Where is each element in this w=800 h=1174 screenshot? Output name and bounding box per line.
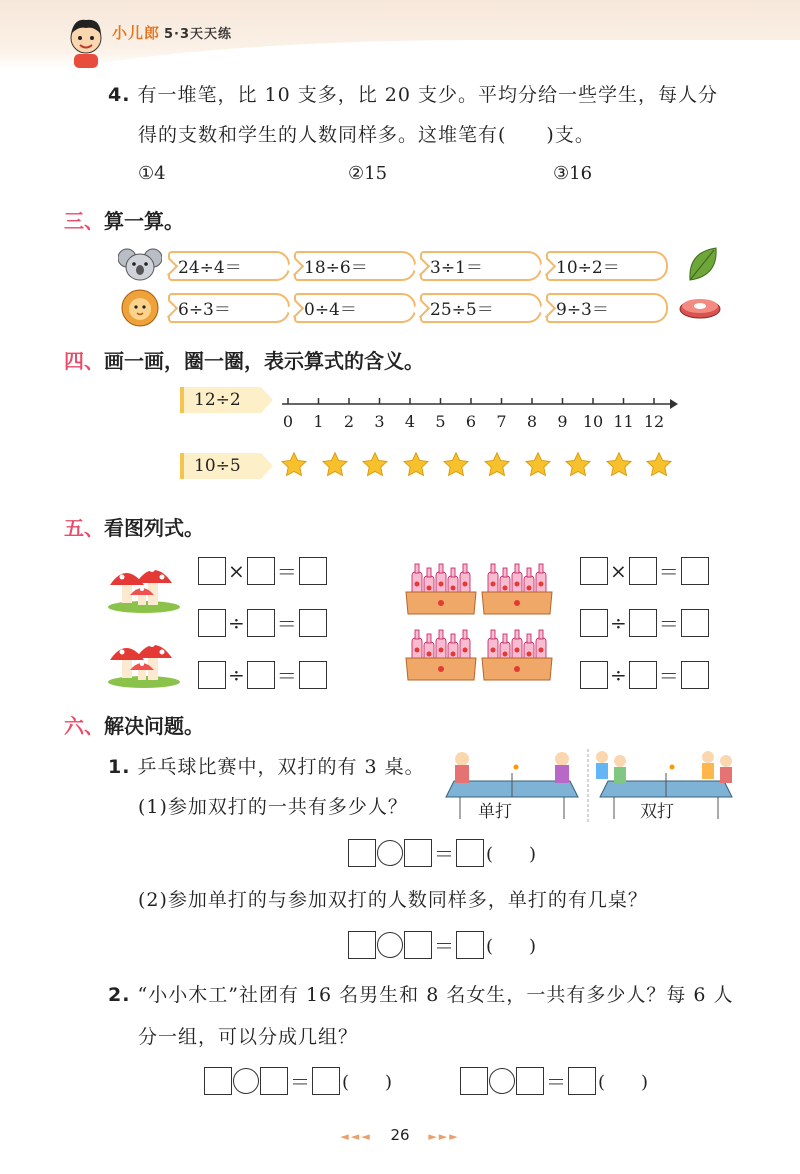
mascot-boy-icon [64, 14, 108, 70]
p2-text1: “小小木工”社团有 16 名男生和 8 名女生，一共有多少人？每 6 人 [137, 984, 734, 1006]
star-icon[interactable] [645, 451, 673, 479]
q4-option-1[interactable]: ①4 [138, 163, 166, 184]
q4-line2: 得的支数和学生的人数同样多。这堆笔有( )支。 [138, 124, 595, 146]
answer-box[interactable] [629, 609, 657, 637]
eq-mushroom-div-1: ÷ ＝ [198, 608, 327, 637]
tick-label: 5 [435, 412, 446, 431]
answer-box[interactable] [580, 661, 608, 689]
eq-bottle-div-1: ÷ ＝ [580, 608, 709, 637]
answer-box[interactable] [460, 1067, 488, 1095]
tick-label: 10 [582, 412, 604, 431]
answer-box[interactable] [456, 839, 484, 867]
tick-label: 6 [465, 412, 477, 431]
number-line-arrow [670, 399, 678, 409]
section4-title-text: 画一画，圈一圈，表示算式的含义。 [104, 349, 424, 373]
footer-right-arrows: ►►► [428, 1130, 460, 1143]
q4-text1: 有一堆笔，比 10 支多，比 20 支少。平均分给一些学生，每人分 [137, 84, 719, 106]
brand [112, 22, 232, 43]
label-single: 单打 [478, 802, 512, 822]
tick-label: 0 [282, 412, 294, 431]
answer-box[interactable] [198, 557, 226, 585]
label-double: 双打 [640, 802, 674, 822]
tick-label: 2 [343, 412, 355, 431]
section3-no: 三、 [64, 209, 104, 233]
calc-3-div-1[interactable]: 3÷1＝ [420, 251, 542, 281]
q4-line1 [108, 80, 718, 107]
p2-line2: 分一组，可以分成几组？ [138, 1026, 359, 1048]
tick-label: 4 [404, 412, 416, 431]
star-icon[interactable] [402, 451, 430, 479]
star-icon[interactable] [361, 451, 389, 479]
q4-option-3[interactable]: ③16 [553, 163, 593, 184]
koala-icon [118, 246, 162, 284]
calc-24-div-4[interactable]: 24÷4＝ [168, 251, 290, 281]
answer-box[interactable] [516, 1067, 544, 1095]
eq-p2-b: ＝ ( ) [460, 1066, 648, 1095]
answer-box[interactable] [681, 557, 709, 585]
section6-no: 六、 [64, 714, 104, 738]
bottle-crate-icon [480, 628, 554, 682]
calc-25-div-5[interactable]: 25÷5＝ [420, 293, 542, 323]
eq-p1-q1: ＝ ( ) [348, 838, 536, 867]
star-icon[interactable] [483, 451, 511, 479]
section5-title [64, 512, 204, 541]
eq-bottle-mul: × ＝ [580, 556, 709, 585]
eq-bottle-div-2: ÷ ＝ [580, 660, 709, 689]
p1-stem [108, 752, 425, 779]
brand-series: 5·3天天练 [164, 27, 233, 42]
brand-name: 小儿郎 [112, 24, 161, 42]
section5-title-text: 看图列式。 [104, 516, 204, 540]
unit-paren[interactable]: ( ) [598, 1071, 649, 1093]
unit-paren[interactable]: ( ) [342, 1071, 393, 1093]
star-icon[interactable] [605, 451, 633, 479]
mushroom-group-icon-2 [104, 630, 184, 688]
bottle-crate-icon [404, 562, 478, 616]
answer-box[interactable] [404, 931, 432, 959]
operator-circle[interactable] [377, 840, 403, 866]
answer-box[interactable] [580, 609, 608, 637]
star-icon[interactable] [442, 451, 470, 479]
section4-title [64, 345, 424, 374]
unit-paren[interactable]: ( ) [486, 935, 537, 957]
answer-box[interactable] [247, 609, 275, 637]
operator-circle[interactable] [233, 1068, 259, 1094]
single-table [446, 752, 578, 819]
p1-stem-text: 乒乓球比赛中，双打的有 3 桌。 [137, 756, 425, 778]
answer-box[interactable] [456, 931, 484, 959]
answer-box[interactable] [198, 661, 226, 689]
tick-label: 3 [374, 412, 385, 431]
expr-10-div-5: 10÷5 [180, 453, 261, 479]
operator-circle[interactable] [489, 1068, 515, 1094]
footer [0, 1126, 800, 1144]
section6-title-text: 解决问题。 [104, 714, 204, 738]
tick-label: 1 [313, 412, 324, 431]
operator-circle[interactable] [377, 932, 403, 958]
p1-q2: (2)参加单打的与参加双打的人数同样多，单打的有几桌？ [138, 889, 648, 911]
p1-number: 1. [108, 756, 131, 778]
answer-box[interactable] [681, 609, 709, 637]
eq-mushroom-mul: × ＝ [198, 556, 327, 585]
meat-icon [678, 294, 722, 320]
section3-title-text: 算一算。 [104, 209, 184, 233]
answer-box[interactable] [580, 557, 608, 585]
lion-icon [118, 288, 162, 328]
answer-box[interactable] [312, 1067, 340, 1095]
bottle-crate-icon [404, 628, 478, 682]
bottle-crate-icon [480, 562, 554, 616]
answer-box[interactable] [681, 661, 709, 689]
star-icon[interactable] [280, 451, 308, 479]
calc-18-div-6[interactable]: 18÷6＝ [294, 251, 416, 281]
calc-9-div-3[interactable]: 9÷3＝ [546, 293, 668, 323]
answer-box[interactable] [299, 609, 327, 637]
answer-box[interactable] [204, 1067, 232, 1095]
answer-box[interactable] [260, 1067, 288, 1095]
number-line-ticks [288, 398, 654, 404]
p2-line1 [108, 980, 734, 1007]
mushroom-group-icon [104, 555, 184, 613]
tick-label: 11 [613, 412, 634, 431]
calc-0-div-4[interactable]: 0÷4＝ [294, 293, 416, 323]
expr-12-div-2: 12÷2 [180, 387, 261, 413]
tick-label: 8 [526, 412, 538, 431]
p1-q1: (1)参加双打的一共有多少人？ [138, 796, 408, 818]
unit-paren[interactable]: ( ) [486, 843, 537, 865]
section6-title [64, 710, 204, 739]
p2-number: 2. [108, 984, 131, 1006]
number-line [278, 392, 678, 412]
answer-box[interactable] [629, 557, 657, 585]
eq-p2-a: ＝ ( ) [204, 1066, 392, 1095]
answer-box[interactable] [348, 931, 376, 959]
answer-box[interactable] [348, 839, 376, 867]
answer-box[interactable] [247, 557, 275, 585]
answer-box[interactable] [568, 1067, 596, 1095]
section3-title [64, 205, 184, 234]
star-icon[interactable] [524, 451, 552, 479]
answer-box[interactable] [198, 609, 226, 637]
tick-label: 7 [496, 412, 507, 431]
footer-left-arrows: ◄◄◄ [340, 1130, 372, 1143]
star-icon[interactable] [564, 451, 592, 479]
eq-mushroom-div-2: ÷ ＝ [198, 660, 327, 689]
page-number: 26 [390, 1126, 410, 1144]
q4-option-2[interactable]: ②15 [348, 163, 388, 184]
star-icon[interactable] [321, 451, 349, 479]
calc-6-div-3[interactable]: 6÷3＝ [168, 293, 290, 323]
eq-p1-q2: ＝ ( ) [348, 930, 536, 959]
section4-no: 四、 [64, 349, 104, 373]
answer-box[interactable] [629, 661, 657, 689]
tick-label: 12 [643, 412, 665, 431]
leaf-icon [686, 244, 720, 284]
calc-10-div-2[interactable]: 10÷2＝ [546, 251, 668, 281]
section5-no: 五、 [64, 516, 104, 540]
answer-box[interactable] [247, 661, 275, 689]
tick-label: 9 [557, 412, 568, 431]
answer-box[interactable] [299, 661, 327, 689]
q4-number: 4. [108, 84, 131, 106]
answer-box[interactable] [299, 557, 327, 585]
answer-box[interactable] [404, 839, 432, 867]
